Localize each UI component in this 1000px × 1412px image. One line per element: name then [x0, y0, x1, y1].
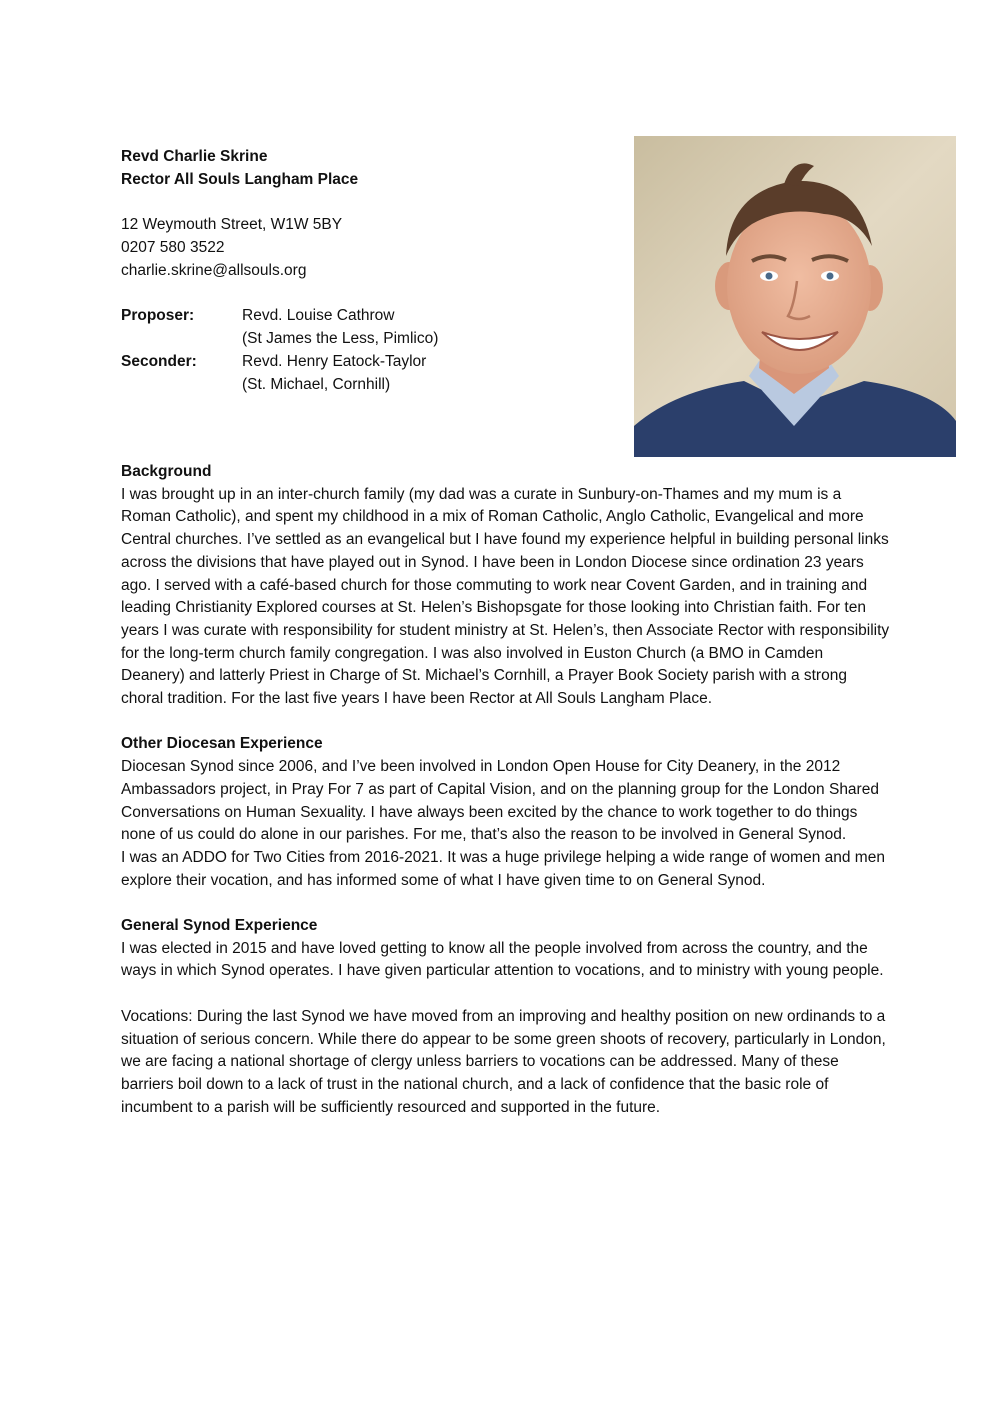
diocesan-text-2: I was an ADDO for Two Cities from 2016-2021. It was a huge privilege helping a wide range of women and men explore their vocation, and has informed some of what I have given time to on General Synod.	[121, 848, 885, 889]
candidate-name: Revd Charlie Skrine	[121, 148, 268, 165]
proposer-label: Proposer:	[121, 307, 195, 324]
proposer-value	[242, 304, 438, 350]
contact-email: charlie.skrine@allsouls.org	[121, 262, 307, 279]
seconder-parish: (St. Michael, Cornhill)	[242, 376, 391, 393]
seconder-row	[121, 350, 621, 396]
proposer-parish: (St James the Less, Pimlico)	[242, 330, 439, 347]
diocesan-text-1: Diocesan Synod since 2006, and I’ve been involved in London Open House for City Deanery, in the 2012 Ambassadors project, in Pray For 7 as part of Capital Vision, and on the planning group for the London Shared Conversations on Human Sexuality. I have always been excited by the chance to work together to do things none of us could do alone in our parishes. For me, that’s also the reason to be involved in General Synod.	[121, 758, 879, 844]
general-synod-text-2: Vocations: During the last Synod we have moved from an improving and healthy position on new ordinands to a situation of serious concern. While there do appear to be some green shoots of recovery, particularly in London, we are facing a national shortage of clergy unless barriers to vocations can be addressed. Many of these barriers boil down to a lack of trust in the national church, and a lack of confidence that the basic role of incumbent to a parish will be sufficiently resourced and supported in the future.	[121, 1007, 886, 1116]
candidate-title: Rector All Souls Langham Place	[121, 171, 359, 188]
contact-phone: 0207 580 3522	[121, 239, 225, 256]
candidate-photo	[634, 136, 956, 457]
general-synod-text-1: I was elected in 2015 and have loved getting to know all the people involved from across the country, and the ways in which Synod operates. I have given particular attention to vocations, and to ministry with young people.	[121, 939, 884, 980]
contact-address: 12 Weymouth Street, W1W 5BY	[121, 216, 343, 233]
seconder-value	[242, 350, 426, 396]
proposer-name: Revd. Louise Cathrow	[242, 307, 395, 324]
candidate-header	[121, 145, 621, 396]
general-synod-heading: General Synod Experience	[121, 917, 318, 935]
statement-body	[121, 461, 891, 1119]
contact-block	[121, 213, 621, 282]
seconder-name: Revd. Henry Eatock-Taylor	[242, 353, 427, 370]
seconder-label: Seconder:	[121, 353, 197, 370]
proposer-row	[121, 304, 621, 350]
background-heading: Background	[121, 463, 212, 480]
background-text: I was brought up in an inter-church family (my dad was a curate in Sunbury-on-Thames and my mum is a Roman Catholic), and spent my childhood in a mix of Roman Catholic, Anglo Catholic, Evangelical and more Central churches. I’ve settled as an evangelical but I have found my experience helpful in building personal links across the divisions that have played out in Synod. I have been in London Diocese since ordination 23 years ago. I served with a café-based church for those commuting to work near Covent Garden, and in training and leading Christianity Explored courses at St. Helen’s Bishopsgate for those looking into Christian faith. For ten years I was curate with responsibility for student ministry at St. Helen’s, then Associate Rector with responsibility for the long-term church family congregation. I was also involved in Euston Church (a BMO in Camden Deanery) and latterly Priest in Charge of St. Michael’s Cornhill, a Prayer Book Society parish with a strong choral tradition. For the last five years I have been Rector at All Souls Langham Place.	[121, 485, 890, 708]
nominations-block	[121, 304, 621, 396]
diocesan-heading: Other Diocesan Experience	[121, 735, 323, 753]
